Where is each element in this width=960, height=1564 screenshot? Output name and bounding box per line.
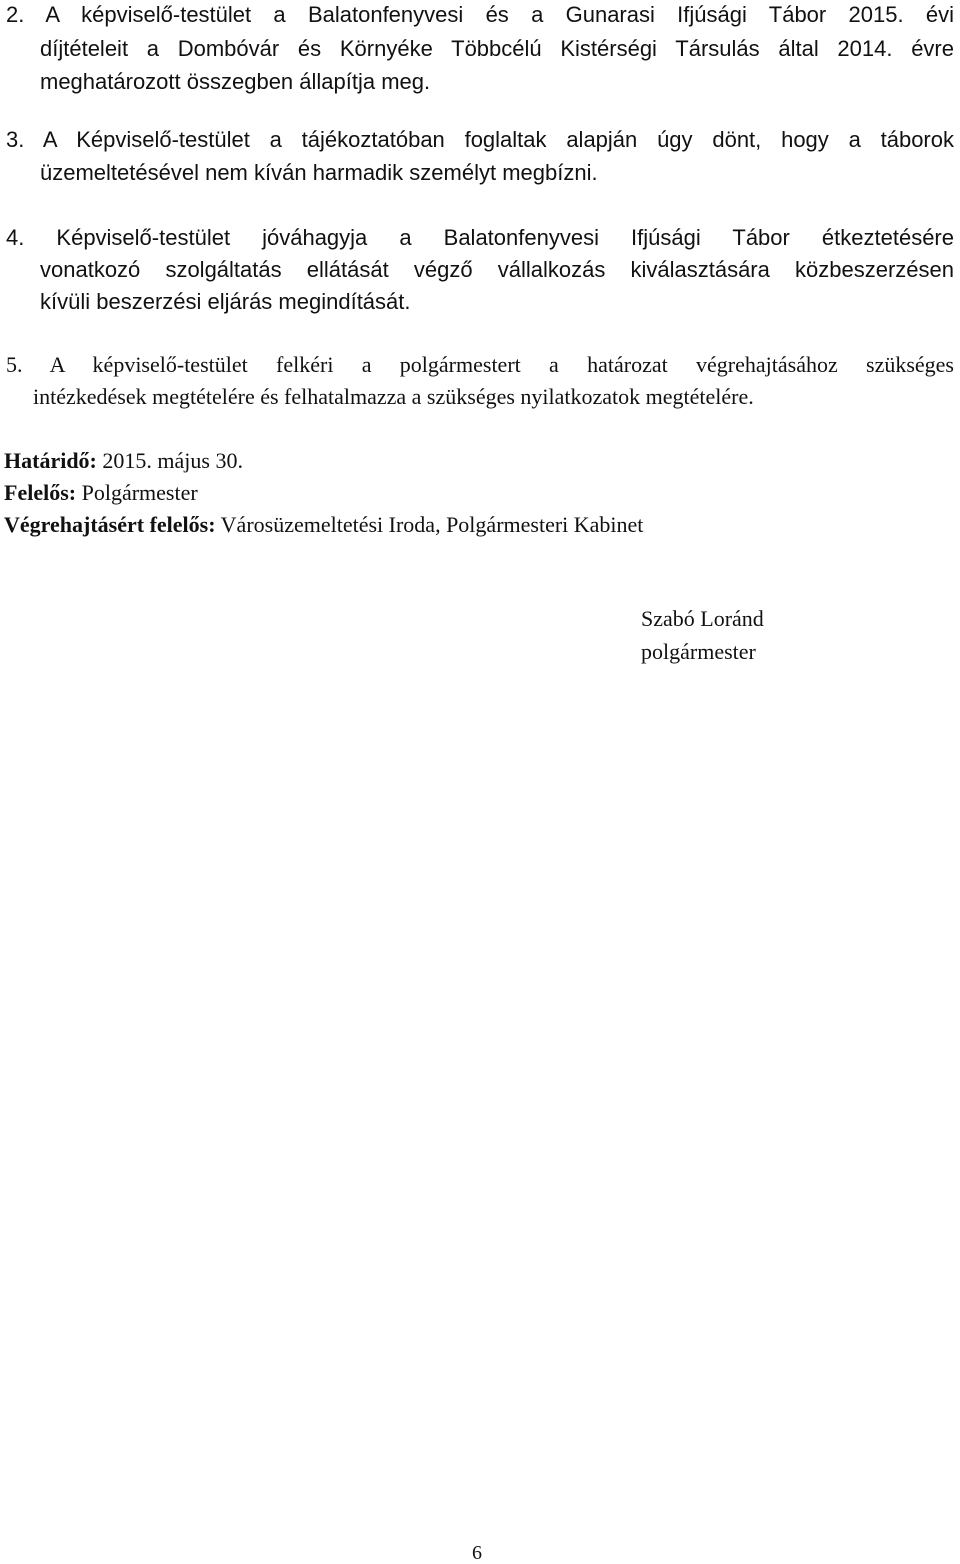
item-4-line-3: kívüli beszerzési eljárás megindítását. <box>40 289 411 314</box>
deadline-value: 2015. május 30. <box>102 448 243 473</box>
signature-title: polgármester <box>641 639 756 664</box>
item-5-line-2: intézkedések megtételére és felhatalmazza a szükséges nyilatkozatok megtételére. <box>33 384 754 409</box>
signature-name: Szabó Loránd <box>641 606 764 631</box>
page-number: 6 <box>472 1542 482 1564</box>
item-4-line-1: 4. Képviselő-testület jóváhagyja a Balatonfenyvesi Ifjúsági Tábor étkeztetésére <box>6 225 954 250</box>
item-3-line-2: üzemeltetésével nem kíván harmadik személyt megbízni. <box>40 160 598 185</box>
item-2-line-2: díjtételeit a Dombóvár és Környéke Többcélú Kistérségi Társulás által 2014. évre <box>40 36 954 61</box>
executor-value: Városüzemeltetési Iroda, Polgármesteri Kabinet <box>220 512 644 537</box>
executor-line <box>4 512 643 538</box>
responsible-label: Felelős: <box>4 480 77 505</box>
deadline-line <box>4 448 243 474</box>
item-4-line-2: vonatkozó szolgáltatás ellátását végző vállalkozás kiválasztására közbeszerzésen <box>40 257 954 282</box>
item-2-line-3: meghatározott összegben állapítja meg. <box>40 69 431 94</box>
responsible-value: Polgármester <box>81 480 198 505</box>
item-5-line-1: 5. A képviselő-testület felkéri a polgármestert a határozat végrehajtásához szükséges <box>6 352 954 377</box>
deadline-label: Határidő: <box>4 448 97 473</box>
item-2-line-1: 2. A képviselő-testület a Balatonfenyvesi és a Gunarasi Ifjúsági Tábor 2015. évi <box>6 2 954 27</box>
item-3-line-1: 3. A Képviselő-testület a tájékoztatóban foglaltak alapján úgy dönt, hogy a táborok <box>6 127 954 152</box>
executor-label: Végrehajtásért felelős: <box>4 512 216 537</box>
responsible-line <box>4 480 198 506</box>
